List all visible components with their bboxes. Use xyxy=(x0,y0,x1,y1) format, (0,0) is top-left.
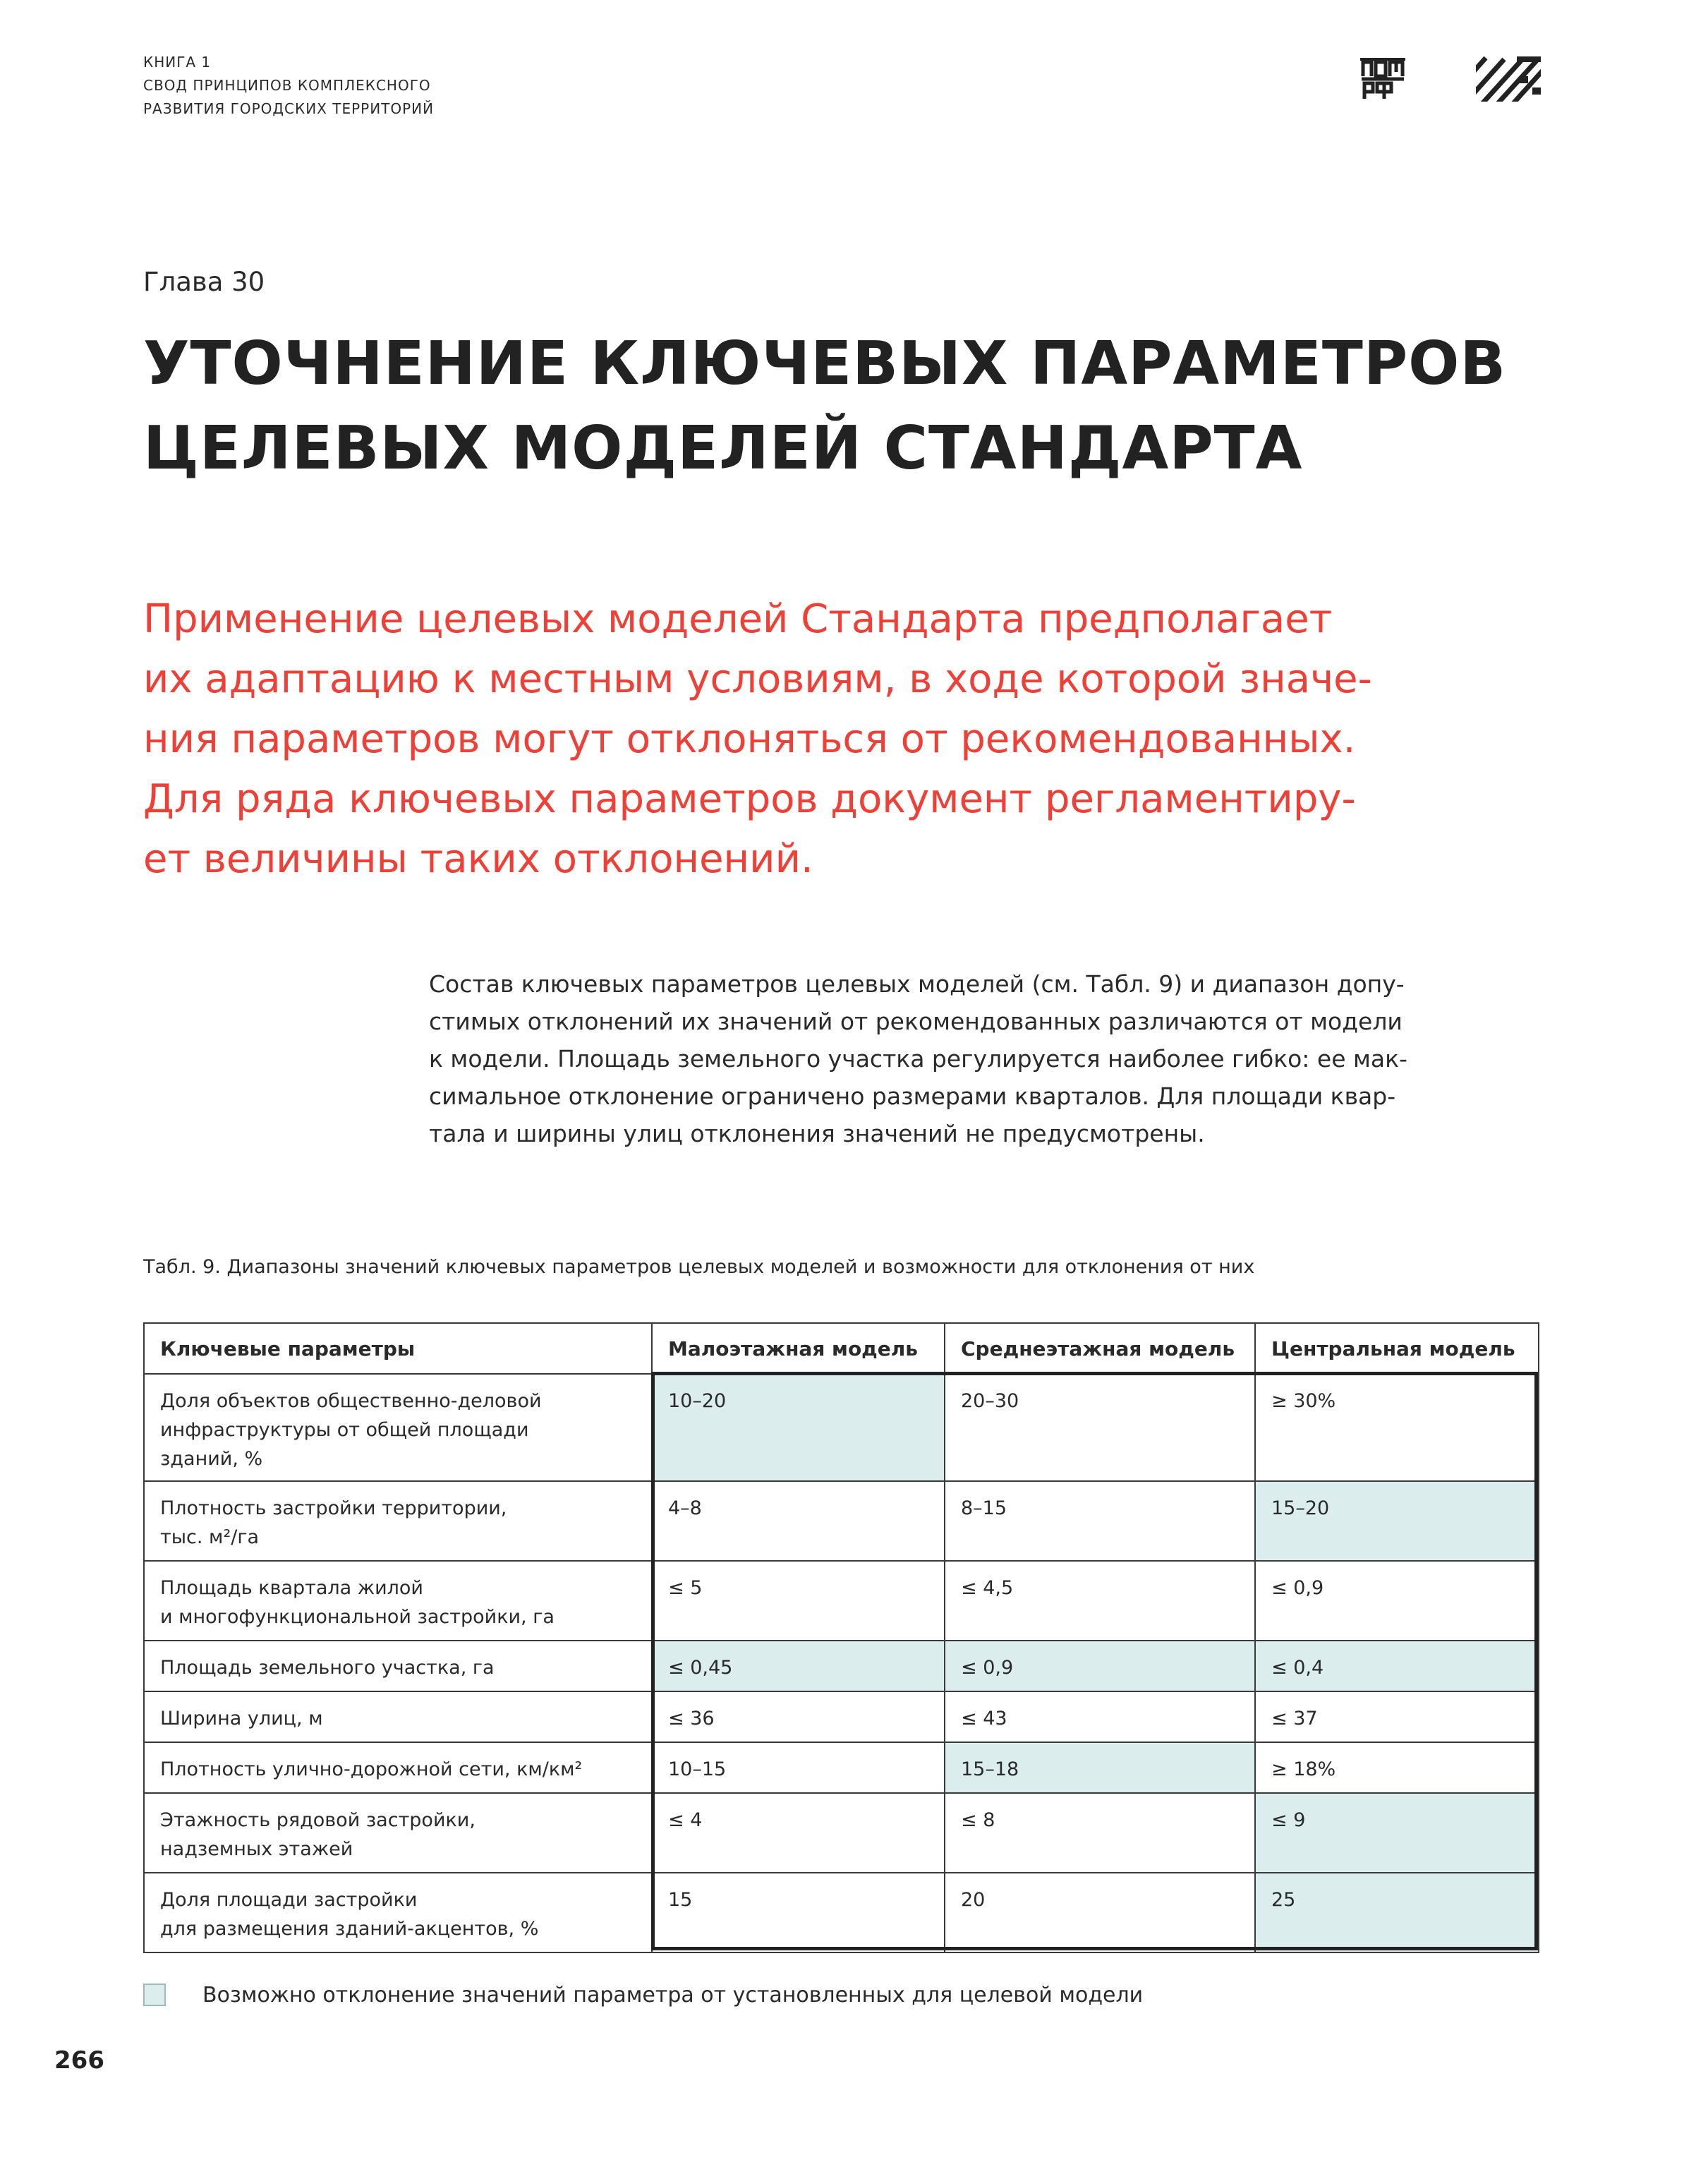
lead-line: ет величины таких отклонений. xyxy=(143,836,813,882)
book-header xyxy=(143,51,434,121)
cell-central: 15–20 xyxy=(1255,1481,1539,1561)
page-number: 266 xyxy=(54,2046,104,2075)
cell-mid-rise: 20 xyxy=(945,1873,1255,1952)
table-row xyxy=(144,1691,1539,1742)
body-line: к модели. Площадь земельного участка регулируется наиболее гибко: ее мак- xyxy=(429,1045,1407,1073)
chapter-title-line: УТОЧНЕНИЕ КЛЮЧЕВЫХ ПАРАМЕТРОВ xyxy=(143,329,1507,399)
chapter-title xyxy=(143,322,1554,491)
cell-central: 25 xyxy=(1255,1873,1539,1952)
lead-line: Для ряда ключевых параметров документ регламентиру- xyxy=(143,776,1356,822)
legend xyxy=(143,1981,1143,2009)
cell-parameter-label xyxy=(144,1641,652,1691)
parameter-label-line: Площадь квартала жилой xyxy=(160,1577,423,1599)
chapter-title-line: ЦЕЛЕВЫХ МОДЕЛЕЙ СТАНДАРТА xyxy=(143,414,1303,483)
parameter-label-line: инфраструктуры от общей площади xyxy=(160,1419,529,1441)
lead-paragraph xyxy=(143,589,1554,889)
cell-central: ≥ 30% xyxy=(1255,1374,1539,1481)
cell-central: ≤ 9 xyxy=(1255,1793,1539,1873)
cell-parameter-label xyxy=(144,1374,652,1481)
parameter-label-line: Плотность застройки территории, xyxy=(160,1497,507,1519)
cell-central: ≥ 18% xyxy=(1255,1742,1539,1793)
table-row xyxy=(144,1873,1539,1952)
body-line: стимых отклонений их значений от рекомендованных различаются от модели xyxy=(429,1008,1403,1035)
cell-central: ≤ 0,9 xyxy=(1255,1561,1539,1641)
parameter-label-line: зданий, % xyxy=(160,1448,263,1470)
parameter-label-line: надземных этажей xyxy=(160,1838,353,1860)
lead-line: Применение целевых моделей Стандарта предполагает xyxy=(143,596,1333,642)
legend-text: Возможно отклонение значений параметра от установленных для целевой модели xyxy=(202,1982,1144,2008)
cell-central: ≤ 37 xyxy=(1255,1691,1539,1742)
cell-parameter-label xyxy=(144,1742,652,1793)
lead-line: их адаптацию к местным условиям, в ходе которой значе- xyxy=(143,656,1372,702)
table-row xyxy=(144,1481,1539,1561)
parameter-label-line: для размещения зданий-акцентов, % xyxy=(160,1918,539,1940)
cell-low-rise: ≤ 0,45 xyxy=(652,1641,945,1691)
header-cell-parameters: Ключевые параметры xyxy=(144,1323,652,1374)
legend-swatch xyxy=(143,1984,166,2006)
cell-low-rise: ≤ 5 xyxy=(652,1561,945,1641)
cell-mid-rise: 8–15 xyxy=(945,1481,1255,1561)
book-header-line: СВОД ПРИНЦИПОВ КОМПЛЕКСНОГО xyxy=(143,77,431,94)
parameter-label-line: Плотность улично-дорожной сети, км/км² xyxy=(160,1758,583,1780)
pattern-logo xyxy=(1476,56,1541,102)
table-row xyxy=(144,1742,1539,1793)
body-line: симальное отклонение ограничено размерами кварталов. Для площади квар- xyxy=(429,1082,1396,1110)
book-header-line: КНИГА 1 xyxy=(143,54,212,71)
cell-low-rise: 4–8 xyxy=(652,1481,945,1561)
cell-parameter-label xyxy=(144,1481,652,1561)
parameter-label-line: Площадь земельного участка, га xyxy=(160,1657,495,1679)
cell-low-rise: 15 xyxy=(652,1873,945,1952)
cell-mid-rise: ≤ 4,5 xyxy=(945,1561,1255,1641)
table-header-row xyxy=(144,1323,1539,1374)
cell-low-rise: 10–15 xyxy=(652,1742,945,1793)
table-row xyxy=(144,1793,1539,1873)
dom-rf-logo xyxy=(1360,58,1405,102)
parameter-label-line: и многофункциональной застройки, га xyxy=(160,1606,555,1628)
cell-parameter-label xyxy=(144,1793,652,1873)
cell-mid-rise: 15–18 xyxy=(945,1742,1255,1793)
book-header-line: РАЗВИТИЯ ГОРОДСКИХ ТЕРРИТОРИЙ xyxy=(143,100,435,117)
header-cell-low-rise: Малоэтажная модель xyxy=(652,1323,945,1374)
cell-low-rise: ≤ 36 xyxy=(652,1691,945,1742)
table-row xyxy=(144,1374,1539,1481)
body-paragraph xyxy=(429,965,1572,1152)
parameter-label-line: Ширина улиц, м xyxy=(160,1708,323,1730)
body-line: Состав ключевых параметров целевых моделей (см. Табл. 9) и диапазон допу- xyxy=(429,970,1405,998)
header-cell-mid-rise: Среднеэтажная модель xyxy=(945,1323,1255,1374)
table-row xyxy=(144,1641,1539,1691)
parameters-table xyxy=(143,1322,1539,1953)
table-caption: Табл. 9. Диапазоны значений ключевых параметров целевых моделей и возможности для отклонения от них xyxy=(143,1256,1255,1278)
body-line: тала и ширины улиц отклонения значений не предусмотрены. xyxy=(429,1120,1205,1147)
lead-line: ния параметров могут отклоняться от рекомендованных. xyxy=(143,716,1356,762)
cell-mid-rise: ≤ 8 xyxy=(945,1793,1255,1873)
cell-parameter-label xyxy=(144,1561,652,1641)
cell-parameter-label xyxy=(144,1873,652,1952)
cell-central: ≤ 0,4 xyxy=(1255,1641,1539,1691)
cell-mid-rise: ≤ 0,9 xyxy=(945,1641,1255,1691)
cell-parameter-label xyxy=(144,1691,652,1742)
parameter-label-line: Этажность рядовой застройки, xyxy=(160,1809,476,1831)
cell-mid-rise: 20–30 xyxy=(945,1374,1255,1481)
cell-low-rise: 10–20 xyxy=(652,1374,945,1481)
table-row xyxy=(144,1561,1539,1641)
parameter-label-line: Доля объектов общественно-деловой xyxy=(160,1390,542,1412)
parameter-label-line: тыс. м²/га xyxy=(160,1526,260,1548)
cell-low-rise: ≤ 4 xyxy=(652,1793,945,1873)
chapter-label: Глава 30 xyxy=(143,267,265,297)
header-cell-central: Центральная модель xyxy=(1255,1323,1539,1374)
cell-mid-rise: ≤ 43 xyxy=(945,1691,1255,1742)
parameter-label-line: Доля площади застройки xyxy=(160,1889,418,1911)
